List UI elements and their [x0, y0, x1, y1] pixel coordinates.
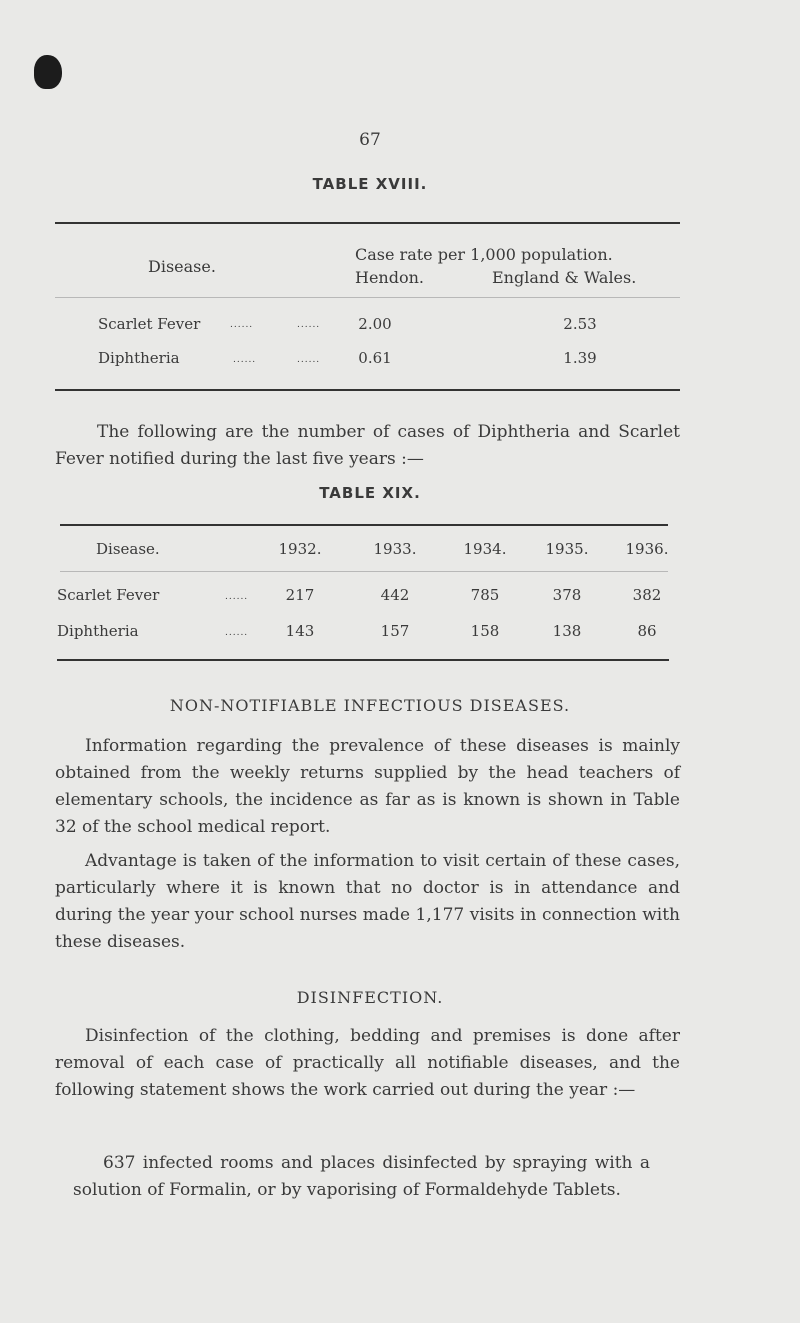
row-england: 1.39	[563, 349, 597, 367]
statement-item: 637 infected rooms and places disinfected by spraying with a solution of Formalin, or by vaporising of Formaldehyde Tablets.	[73, 1153, 650, 1200]
table19-title: TABLE XIX.	[319, 484, 421, 502]
row-value: 217	[285, 586, 315, 604]
section-heading: NON-NOTIFIABLE INFECTIOUS DISEASES.	[169, 696, 571, 715]
intro-paragraph: The following are the number of cases of Diphtheria and Scarlet Fever notified during the last five years :—	[55, 422, 680, 469]
row-hendon: 2.00	[358, 315, 392, 333]
paragraph: Disinfection of the clothing, bedding and premises is done after removal of each case of practically all notifiable diseases, and the following statement shows the work carried out during the year :—	[55, 1026, 680, 1100]
table18-title: TABLE XVIII.	[312, 175, 428, 193]
row-disease: Diphtheria	[98, 349, 180, 367]
paragraph: Information regarding the prevalence of these diseases is mainly obtained from the weekly returns supplied by the head teachers of elementary schools, the incidence as far as is known is shown in Table 32 of the school medical report.	[55, 736, 680, 837]
table19-top-rule	[60, 524, 668, 526]
ink-blot	[34, 55, 62, 89]
section-heading: DISINFECTION.	[296, 988, 444, 1007]
table19-col-year: 1933.	[373, 540, 417, 558]
table19-col-year: 1932.	[278, 540, 322, 558]
row-value: 785	[470, 586, 500, 604]
row-england: 2.53	[563, 315, 597, 333]
table19-header-rule	[60, 571, 668, 572]
leader-dots: ......	[230, 320, 254, 330]
table18-top-rule	[55, 222, 680, 224]
leader-dots: ......	[225, 628, 249, 638]
table18-col-hendon: Hendon.	[355, 268, 424, 287]
table19-col-year: 1935.	[545, 540, 589, 558]
row-disease: Scarlet Fever	[57, 586, 160, 604]
row-value: 158	[470, 622, 500, 640]
table19-col-disease: Disease.	[96, 540, 160, 558]
table19-col-year: 1936.	[625, 540, 669, 558]
row-value: 442	[380, 586, 410, 604]
table19-col-year: 1934.	[463, 540, 507, 558]
leader-dots: ......	[297, 320, 321, 330]
leader-dots: ......	[225, 592, 249, 602]
table19-bottom-rule	[57, 659, 669, 661]
page-number: 67	[359, 130, 381, 150]
table18-case-rate-header: Case rate per 1,000 population.	[355, 245, 613, 264]
leader-dots: ......	[297, 355, 321, 365]
row-disease: Diphtheria	[57, 622, 139, 640]
row-value: 382	[632, 586, 662, 604]
row-disease: Scarlet Fever	[98, 315, 201, 333]
row-value: 86	[637, 622, 657, 640]
row-value: 143	[285, 622, 315, 640]
row-value: 378	[552, 586, 582, 604]
table18-col-disease: Disease.	[148, 257, 216, 276]
paragraph: Advantage is taken of the information to visit certain of these cases, particularly where it is known that no doctor is in attendance and during the year your school nurses made 1,177 visits in connection with these diseases.	[55, 851, 680, 952]
row-value: 138	[552, 622, 582, 640]
row-hendon: 0.61	[358, 349, 392, 367]
table18-header-rule	[55, 297, 680, 298]
row-value: 157	[380, 622, 410, 640]
table18-col-england: England & Wales.	[492, 268, 637, 287]
table18-bottom-rule	[55, 389, 680, 391]
leader-dots: ......	[233, 355, 257, 365]
